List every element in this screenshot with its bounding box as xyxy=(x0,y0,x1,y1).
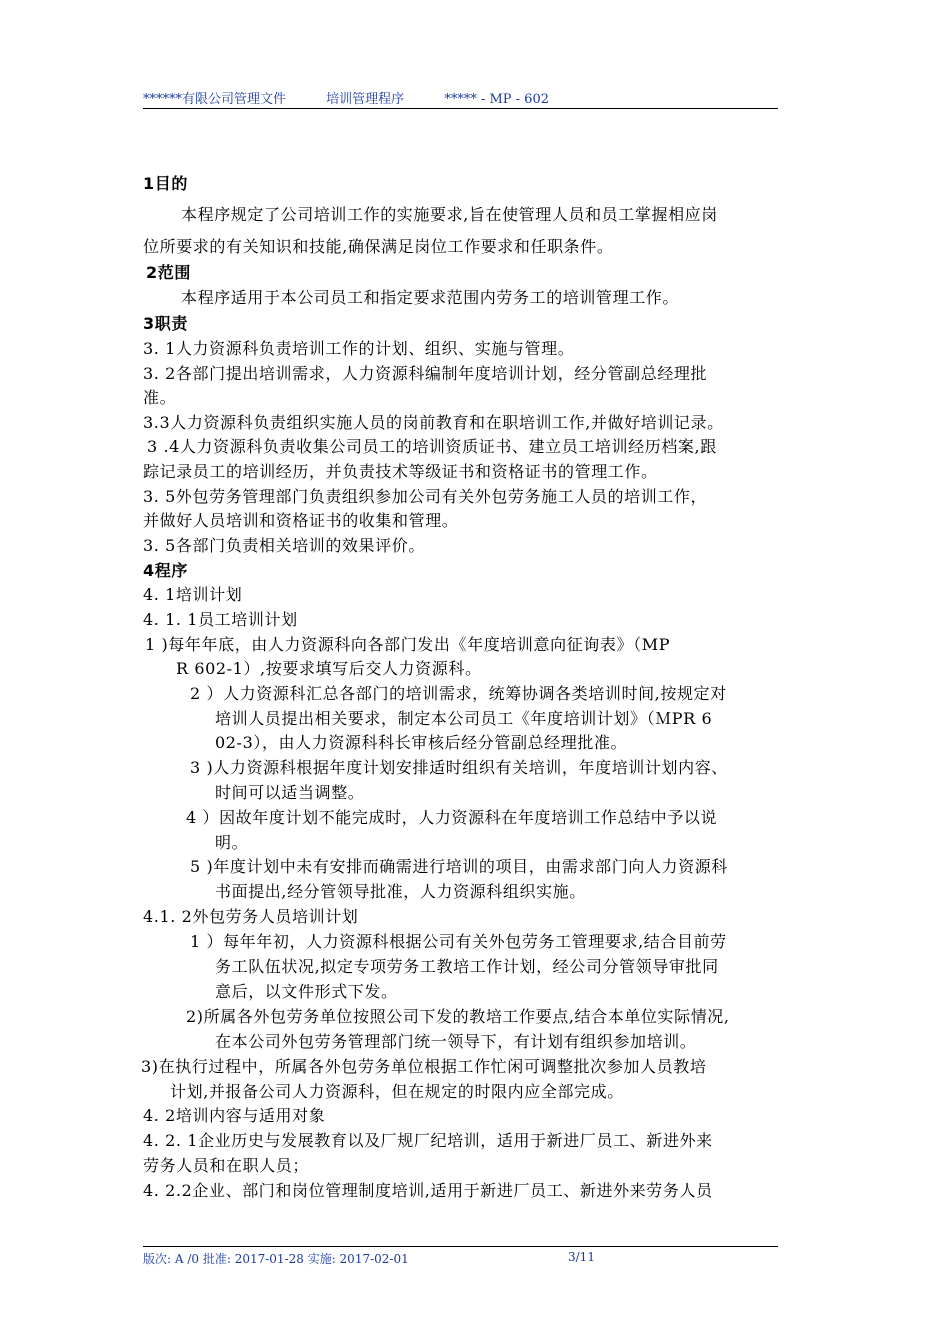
paragraph-line: 3. 5各部门负责相关培训的效果评价。 xyxy=(143,536,425,555)
list-item-line: 2)所属各外包劳务单位按照公司下发的教培工作要点,结合本单位实际情况, xyxy=(186,1007,730,1026)
subsection-heading: 4. 1. 1员工培训计划 xyxy=(143,610,298,629)
subsection-heading: 4.1. 2外包劳务人员培训计划 xyxy=(143,907,359,926)
list-item-line: 5 )年度计划中未有安排而确需进行培训的项目，由需求部门向人力资源科 xyxy=(190,857,728,876)
list-item-line: 明。 xyxy=(215,833,249,852)
paragraph-line: 3 .4人力资源科负责收集公司员工的培训资质证书、建立员工培训经历档案,跟 xyxy=(147,437,717,456)
list-item-line: 3)在执行过程中，所属各外包劳务单位根据工作忙闲可调整批次参加人员教培 xyxy=(141,1057,707,1076)
footer-info: 版次: A /0 批准: 2017-01-28 实施: 2017-02-01 xyxy=(143,1252,409,1266)
paragraph-line: 本程序适用于本公司员工和指定要求范围内劳务工的培训管理工作。 xyxy=(181,288,680,307)
list-item-line: 书面提出,经分管领导批准，人力资源科组织实施。 xyxy=(215,882,586,901)
paragraph-line: 4. 2. 1企业历史与发展教育以及厂规厂纪培训，适用于新进厂员工、新进外来 xyxy=(143,1131,713,1150)
subsection-heading: 4. 2培训内容与适用对象 xyxy=(143,1106,326,1125)
paragraph-line: 位所要求的有关知识和技能,确保满足岗位工作要求和任职条件。 xyxy=(143,237,614,256)
paragraph-line: 3. 1人力资源科负责培训工作的计划、组织、实施与管理。 xyxy=(143,339,575,358)
section-heading: 2范围 xyxy=(146,263,191,282)
paragraph-line: 踪记录员工的培训经历，并负责技术等级证书和资格证书的管理工作。 xyxy=(143,462,658,481)
section-heading: 1目的 xyxy=(143,174,188,193)
paragraph-line: 4. 2.2企业、部门和岗位管理制度培训,适用于新进厂员工、新进外来劳务人员 xyxy=(143,1181,713,1200)
paragraph-line: 本程序规定了公司培训工作的实施要求,旨在使管理人员和员工掌握相应岗 xyxy=(181,205,718,224)
header-doc-code: ***** - MP - 602 xyxy=(444,92,549,107)
section-heading: 4程序 xyxy=(143,561,188,580)
header-doc-title: 培训管理程序 xyxy=(326,92,405,107)
page-number: 3/11 xyxy=(568,1250,595,1264)
list-item-line: 意后，以文件形式下发。 xyxy=(215,982,398,1001)
paragraph-line: 准。 xyxy=(143,388,177,407)
subsection-heading: 4. 1培训计划 xyxy=(143,585,243,604)
page-header xyxy=(143,88,778,108)
list-item-line: 培训人员提出相关要求，制定本公司员工《年度培训计划》（ＭPR 6 xyxy=(215,709,713,728)
paragraph-line: 3.3人力资源科负责组织实施人员的岗前教育和在职培训工作,并做好培训记录。 xyxy=(143,413,724,432)
list-item-line: 时间可以适当调整。 xyxy=(215,783,365,802)
list-item-line: 务工队伍状况,拟定专项劳务工教培工作计划，经公司分管领导审批同 xyxy=(215,957,719,976)
list-item-line: 4 ）因故年度计划不能完成时，人力资源科在年度培训工作总结中予以说 xyxy=(186,808,718,827)
list-item-line: 在本公司外包劳务管理部门统一领导下，有计划有组织参加培训。 xyxy=(215,1032,697,1051)
list-item-line: 计划,并报备公司人力资源科，但在规定的时限内应全部完成。 xyxy=(170,1082,624,1101)
list-item-line: 2 ）人力资源科汇总各部门的培训需求，统筹协调各类培训时间,按规定对 xyxy=(190,684,727,703)
list-item-line: 1 )每年年底，由人力资源科向各部门发出《年度培训意向征询表》（MP xyxy=(145,635,671,654)
list-item-line: 1 ）每年年初，人力资源科根据公司有关外包劳务工管理要求,结合目前劳 xyxy=(190,932,727,951)
paragraph-line: 劳务人员和在职人员； xyxy=(143,1156,310,1175)
list-item-line: 3 )人力资源科根据年度计划安排适时组织有关培训，年度培训计划内容、 xyxy=(190,758,728,777)
header-divider xyxy=(143,108,778,109)
list-item-line: R 602-1）,按要求填写后交人力资源科。 xyxy=(176,659,482,678)
footer-divider xyxy=(143,1246,778,1247)
section-heading: 3职责 xyxy=(143,314,188,333)
paragraph-line: 并做好人员培训和资格证书的收集和管理。 xyxy=(143,511,459,530)
list-item-line: 02-3），由人力资源科科长审核后经分管副总经理批准。 xyxy=(215,733,628,752)
header-company: ******有限公司管理文件 xyxy=(143,92,287,107)
paragraph-line: 3. 5外包劳务管理部门负责组织参加公司有关外包劳务施工人员的培训工作， xyxy=(143,487,708,506)
paragraph-line: 3. 2各部门提出培训需求，人力资源科编制年度培训计划，经分管副总经理批 xyxy=(143,364,708,383)
